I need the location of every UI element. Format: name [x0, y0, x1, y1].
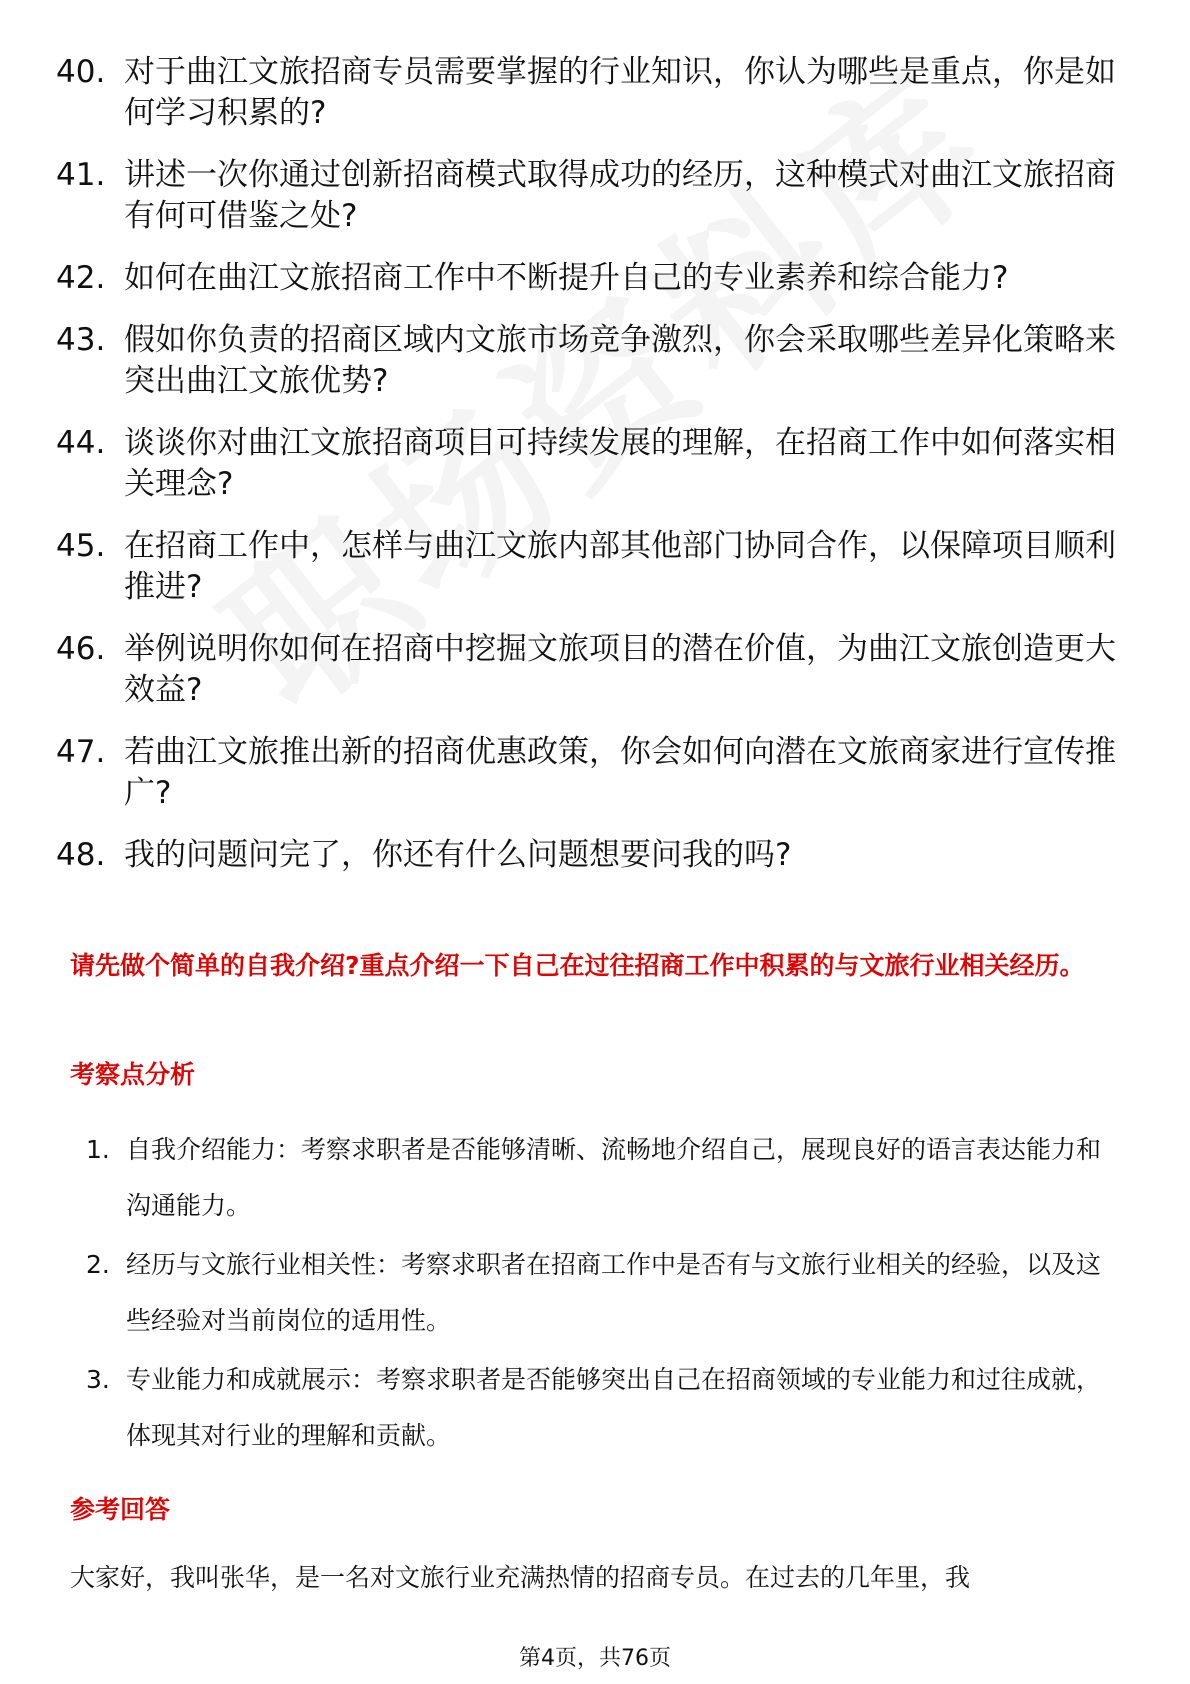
analysis-number: 2.	[86, 1250, 110, 1279]
question-item	[56, 835, 1116, 876]
question-item	[56, 629, 1116, 711]
reference-answer: 大家好，我叫张华，是一名对文旅行业充满热情的招商专员。在过去的几年里，我	[70, 1563, 971, 1592]
question-item	[56, 52, 1116, 134]
question-text: 如何在曲江文旅招商工作中不断提升自己的专业素养和综合能力?	[124, 260, 1009, 296]
analysis-number: 3.	[86, 1365, 110, 1394]
question-item	[56, 732, 1116, 814]
analysis-number: 1.	[86, 1135, 110, 1164]
question-text: 若曲江文旅推出新的招商优惠政策，你会如何向潜在文旅商家进行宣传推广?	[124, 734, 1116, 811]
question-text: 讲述一次你通过创新招商模式取得成功的经历，这种模式对曲江文旅招商有何可借鉴之处?	[124, 157, 1116, 234]
question-number: 41.	[56, 157, 106, 193]
question-number: 40.	[56, 54, 106, 90]
question-text: 对于曲江文旅招商专员需要掌握的行业知识，你认为哪些是重点，你是如何学习积累的?	[124, 54, 1116, 131]
analysis-item	[86, 1122, 1120, 1234]
question-list	[56, 52, 1116, 897]
question-number: 42.	[56, 260, 106, 296]
page-footer: 第4页，共76页	[519, 1646, 671, 1671]
analysis-text: 经历与文旅行业相关性：考察求职者在招商工作中是否有与文旅行业相关的经验，以及这些经验对当前岗位的适用性。	[126, 1250, 1102, 1335]
analysis-text: 自我介绍能力：考察求职者是否能够清晰、流畅地介绍自己，展现良好的语言表达能力和沟通能力。	[126, 1135, 1102, 1220]
question-number: 48.	[56, 837, 106, 873]
question-item	[56, 320, 1116, 402]
question-number: 44.	[56, 425, 106, 461]
analysis-text: 专业能力和成就展示：考察求职者是否能够突出自己在招商领域的专业能力和过往成就，体现其对行业的理解和贡献。	[126, 1365, 1102, 1450]
analysis-list	[86, 1122, 1120, 1467]
reference-heading: 参考回答	[70, 1495, 171, 1524]
question-text: 举例说明你如何在招商中挖掘文旅项目的潜在价值，为曲江文旅创造更大效益?	[124, 631, 1116, 708]
question-item	[56, 155, 1116, 237]
question-text: 假如你负责的招商区域内文旅市场竞争激烈，你会采取哪些差异化策略来突出曲江文旅优势?	[124, 322, 1116, 399]
question-number: 47.	[56, 734, 106, 770]
question-item	[56, 258, 1116, 299]
analysis-heading: 考察点分析	[70, 1060, 196, 1089]
question-item	[56, 423, 1116, 505]
analysis-item	[86, 1352, 1120, 1464]
question-number: 46.	[56, 631, 106, 667]
question-number: 45.	[56, 528, 106, 564]
question-text: 我的问题问完了，你还有什么问题想要问我的吗?	[124, 837, 792, 873]
question-text: 在招商工作中，怎样与曲江文旅内部其他部门协同合作，以保障项目顺利推进?	[124, 528, 1116, 605]
analysis-item	[86, 1237, 1120, 1349]
question-number: 43.	[56, 322, 106, 358]
question-text: 谈谈你对曲江文旅招商项目可持续发展的理解，在招商工作中如何落实相关理念?	[124, 425, 1116, 502]
highlight-question: 请先做个简单的自我介绍?重点介绍一下自己在过往招商工作中积累的与文旅行业相关经历。	[70, 951, 1085, 980]
question-item	[56, 526, 1116, 608]
